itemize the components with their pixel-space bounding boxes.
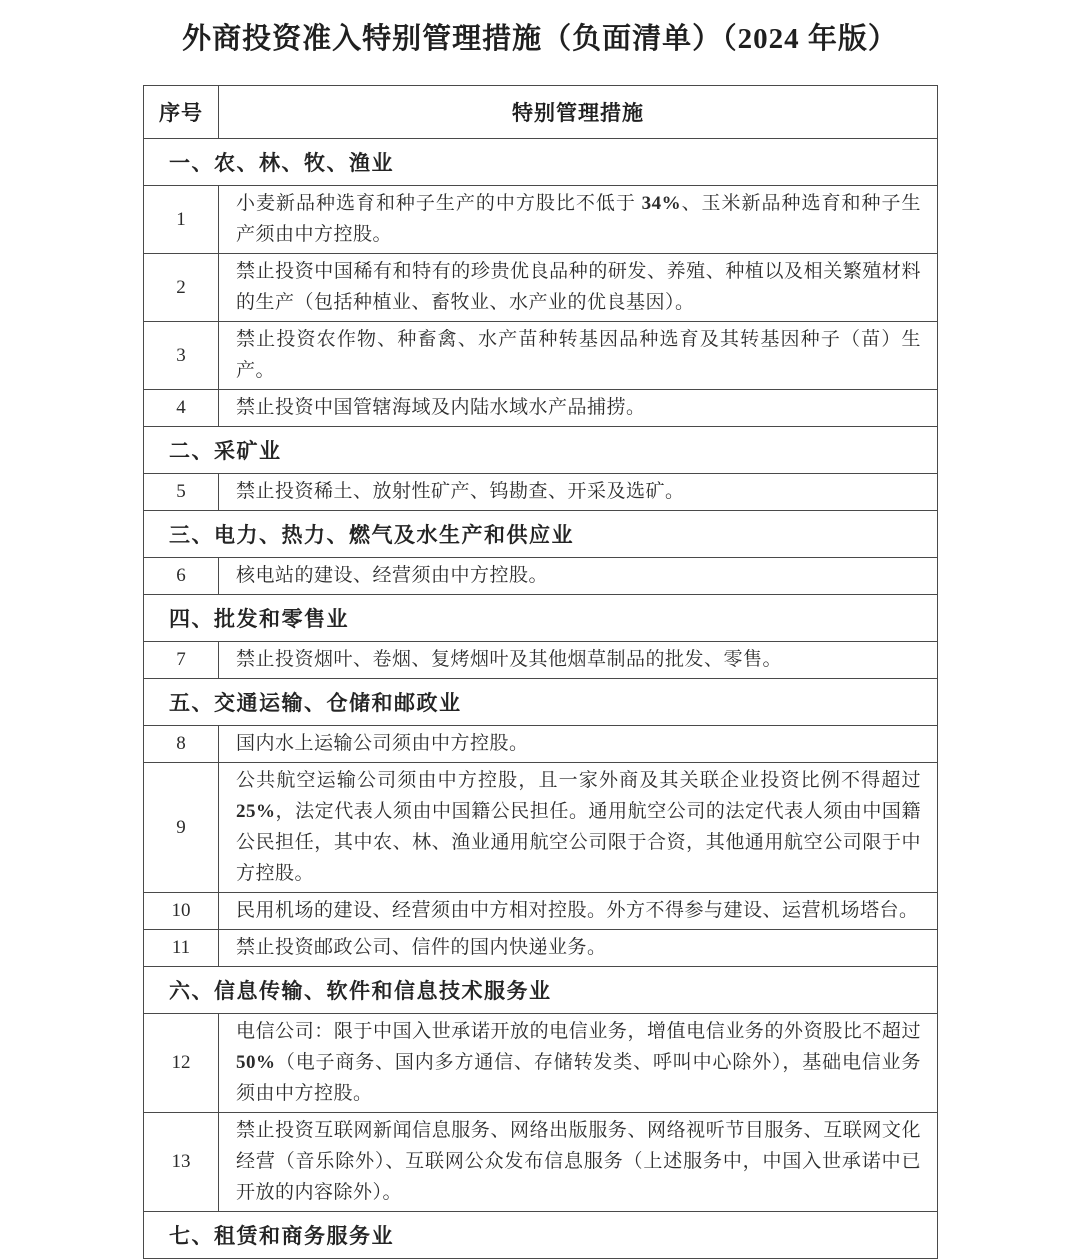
item-measure-text: 公共航空运输公司须由中方控股，且一家外商及其关联企业投资比例不得超过 25%，法定代表人须由中国籍公民担任。通用航空公司的法定代表人须由中国籍公民担任，其中农、林、渔业通用航空公司限于合资，其他通用航空公司限于中方控股。 <box>219 763 938 893</box>
item-row <box>144 1113 938 1212</box>
section-title: 二、采矿业 <box>144 427 938 474</box>
item-serial-number: 8 <box>144 726 219 763</box>
column-header-special-measures: 特别管理措施 <box>219 86 938 139</box>
item-serial-number: 4 <box>144 390 219 427</box>
section-title: 三、电力、热力、燃气及水生产和供应业 <box>144 511 938 558</box>
item-measure-text: 禁止投资农作物、种畜禽、水产苗种转基因品种选育及其转基因种子（苗）生产。 <box>219 322 938 390</box>
item-serial-number: 10 <box>144 893 219 930</box>
item-serial-number: 12 <box>144 1014 219 1113</box>
item-serial-number: 11 <box>144 930 219 967</box>
item-serial-number: 3 <box>144 322 219 390</box>
item-serial-number: 2 <box>144 254 219 322</box>
section-title: 五、交通运输、仓储和邮政业 <box>144 679 938 726</box>
item-row <box>144 763 938 893</box>
section-title: 七、租赁和商务服务业 <box>144 1212 938 1259</box>
item-row <box>144 930 938 967</box>
item-row <box>144 1014 938 1113</box>
item-serial-number: 5 <box>144 474 219 511</box>
item-row <box>144 322 938 390</box>
item-row <box>144 642 938 679</box>
item-row <box>144 474 938 511</box>
section-title: 四、批发和零售业 <box>144 595 938 642</box>
item-row <box>144 558 938 595</box>
section-title: 六、信息传输、软件和信息技术服务业 <box>144 967 938 1014</box>
section-row <box>144 427 938 474</box>
section-title: 一、农、林、牧、渔业 <box>144 139 938 186</box>
item-measure-text: 民用机场的建设、经营须由中方相对控股。外方不得参与建设、运营机场塔台。 <box>219 893 938 930</box>
negative-list-table <box>143 85 938 1259</box>
document-title: 外商投资准入特别管理措施（负面清单）（2024 年版） <box>182 23 898 55</box>
item-measure-text: 小麦新品种选育和种子生产的中方股比不低于 34%、玉米新品种选育和种子生产须由中方控股。 <box>219 186 938 254</box>
item-serial-number: 1 <box>144 186 219 254</box>
section-row <box>144 595 938 642</box>
section-row <box>144 679 938 726</box>
item-row <box>144 893 938 930</box>
item-row <box>144 726 938 763</box>
item-measure-text: 禁止投资烟叶、卷烟、复烤烟叶及其他烟草制品的批发、零售。 <box>219 642 938 679</box>
item-measure-text: 禁止投资邮政公司、信件的国内快递业务。 <box>219 930 938 967</box>
item-serial-number: 7 <box>144 642 219 679</box>
section-row <box>144 511 938 558</box>
table-body <box>144 139 938 1259</box>
section-row <box>144 967 938 1014</box>
table-header-row <box>144 86 938 139</box>
item-serial-number: 6 <box>144 558 219 595</box>
item-row <box>144 390 938 427</box>
item-row <box>144 186 938 254</box>
item-row <box>144 254 938 322</box>
item-measure-text: 禁止投资中国管辖海域及内陆水域水产品捕捞。 <box>219 390 938 427</box>
item-serial-number: 13 <box>144 1113 219 1212</box>
item-serial-number: 9 <box>144 763 219 893</box>
column-header-serial-number: 序号 <box>144 86 219 139</box>
item-measure-text: 禁止投资中国稀有和特有的珍贵优良品种的研发、养殖、种植以及相关繁殖材料的生产（包括种植业、畜牧业、水产业的优良基因）。 <box>219 254 938 322</box>
item-measure-text: 国内水上运输公司须由中方控股。 <box>219 726 938 763</box>
item-measure-text: 禁止投资互联网新闻信息服务、网络出版服务、网络视听节目服务、互联网文化经营（音乐除外）、互联网公众发布信息服务（上述服务中，中国入世承诺中已开放的内容除外）。 <box>219 1113 938 1212</box>
section-row <box>144 1212 938 1259</box>
item-measure-text: 禁止投资稀土、放射性矿产、钨勘查、开采及选矿。 <box>219 474 938 511</box>
section-row <box>144 139 938 186</box>
item-measure-text: 电信公司：限于中国入世承诺开放的电信业务，增值电信业务的外资股比不超过 50%（电子商务、国内多方通信、存储转发类、呼叫中心除外），基础电信业务须由中方控股。 <box>219 1014 938 1113</box>
item-measure-text: 核电站的建设、经营须由中方控股。 <box>219 558 938 595</box>
